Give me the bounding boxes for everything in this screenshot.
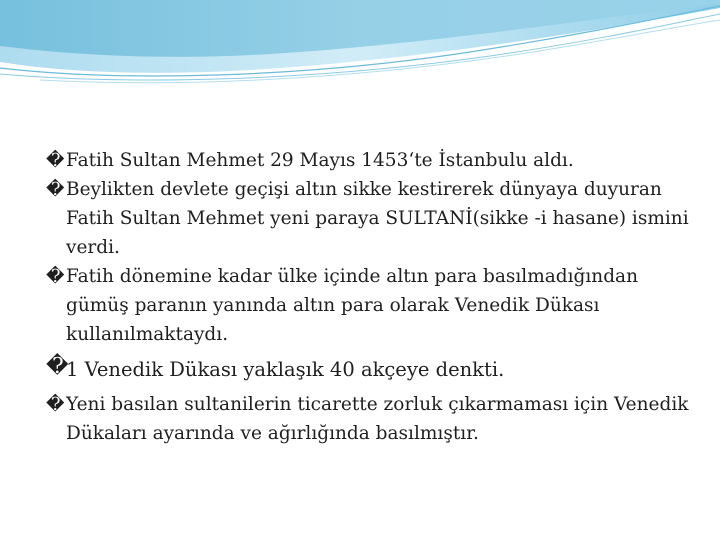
bullet-text: Yeni basılan sultanilerin ticarette zorluk çıkarmaması için Venedik Dükaları ayarında ve ağırlığında basılmıştır. — [66, 394, 689, 444]
bullet-marker-icon: � — [46, 179, 65, 200]
bullet-list — [46, 146, 696, 448]
bullet-marker-icon: � — [46, 266, 65, 287]
bullet-text: 1 Venedik Dükası yaklaşık 40 akçeye denkti. — [66, 358, 505, 381]
bullet-item-1 — [46, 146, 696, 175]
bullet-text: Beylikten devlete geçişi altın sikke kestirerek dünyaya duyuran Fatih Sultan Mehmet yeni paraya SULTANİ(sikke -i hasane) ismini verdi. — [66, 179, 689, 258]
bullet-item-4 — [46, 355, 696, 384]
bullet-marker-icon: � — [46, 354, 69, 379]
header-wave-decoration — [0, 0, 720, 90]
bullet-text: Fatih Sultan Mehmet 29 Mayıs 1453‘te İstanbulu aldı. — [66, 150, 574, 171]
bullet-text: Fatih dönemine kadar ülke içinde altın para basılmadığından gümüş paranın yanında altın para olarak Venedik Dükası kullanılmaktaydı. — [66, 266, 639, 345]
bullet-item-3 — [46, 262, 696, 349]
bullet-marker-icon: � — [46, 150, 65, 171]
bullet-item-5 — [46, 390, 696, 448]
bullet-marker-icon: � — [46, 394, 65, 415]
bullet-item-2 — [46, 175, 696, 262]
